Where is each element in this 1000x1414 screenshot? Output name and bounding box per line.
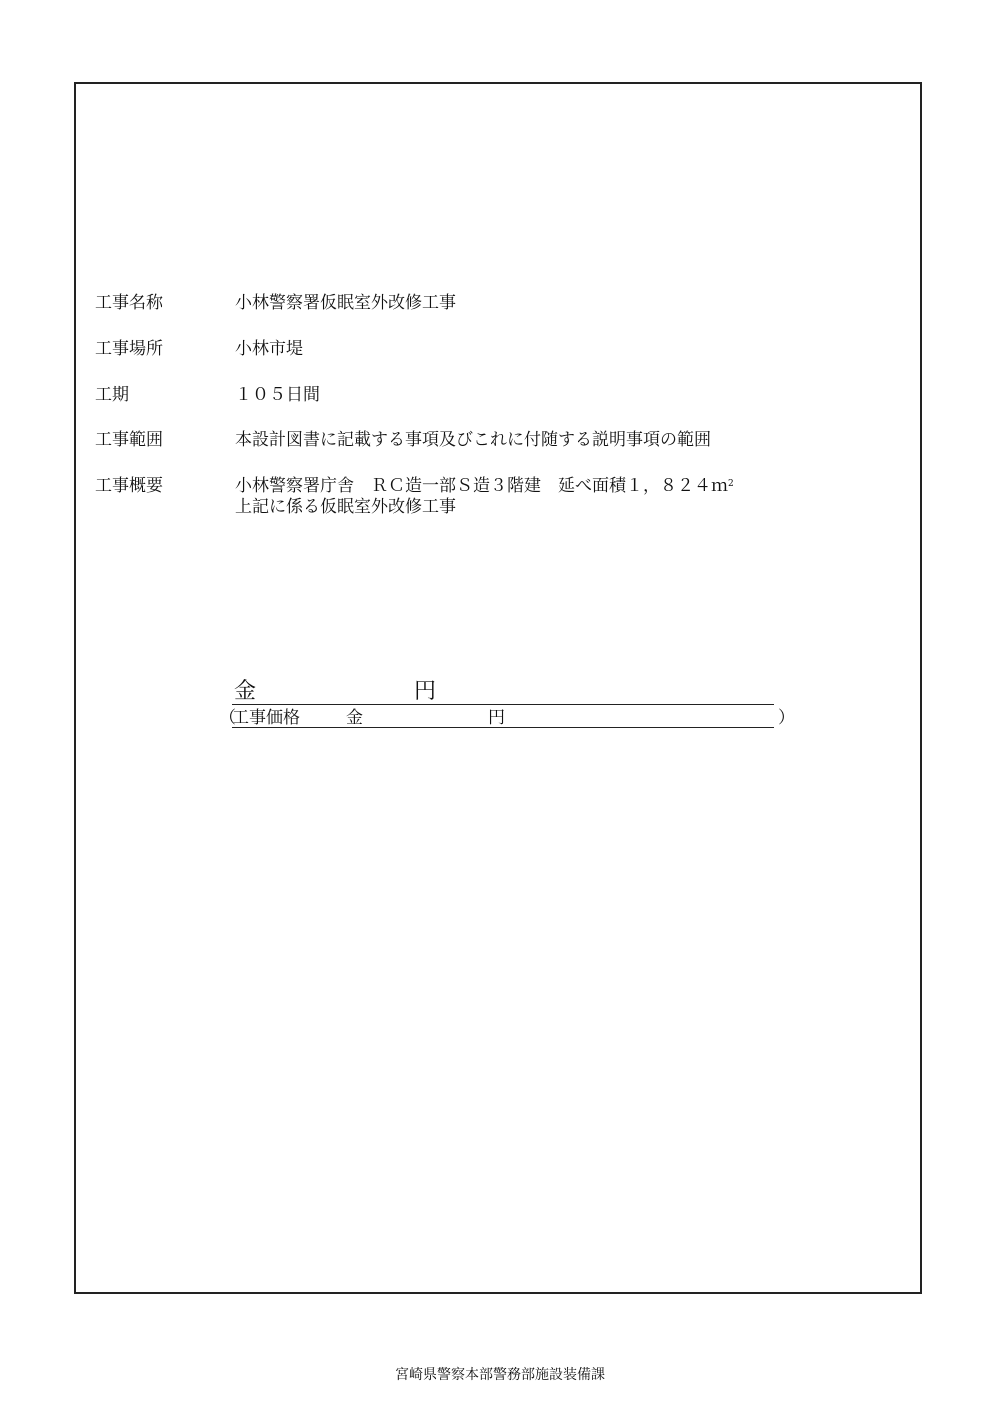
superscript-unit: 2 xyxy=(728,479,734,489)
field-value: 本設計図書に記載する事項及びこれに付随する説明事項の範囲 xyxy=(235,430,711,450)
paren-close: ） xyxy=(778,708,795,728)
field-value: 小林市堤 xyxy=(235,339,303,359)
field-label: 工事名称 xyxy=(95,293,163,313)
amount-kin-label: 金 xyxy=(234,679,257,704)
field-label: 工事概要 xyxy=(95,476,163,496)
construction-price-yen: 円 xyxy=(488,708,505,728)
field-label: 工事場所 xyxy=(95,339,163,359)
amount-total-line xyxy=(232,678,774,705)
amount-yen-label: 円 xyxy=(414,679,437,704)
field-value: １０５日間 xyxy=(235,385,320,405)
construction-price-kin: 金 xyxy=(346,708,363,728)
construction-price-label: 工事価格 xyxy=(232,708,300,728)
field-label: 工事範囲 xyxy=(95,430,163,450)
summary-text: 小林警察署庁舎 ＲＣ造一部Ｓ造３階建 延べ面積１，８２４ｍ xyxy=(235,476,728,496)
issuer-footer: 宮崎県警察本部警務部施設装備課 xyxy=(395,1367,605,1383)
paren-open: （ xyxy=(219,708,236,728)
field-value-line2: 上記に係る仮眠室外改修工事 xyxy=(235,497,456,517)
field-label: 工期 xyxy=(95,385,129,405)
amount-construction-price-line xyxy=(232,708,774,728)
field-value: 小林警察署仮眠室外改修工事 xyxy=(235,293,456,313)
field-value xyxy=(235,475,734,497)
